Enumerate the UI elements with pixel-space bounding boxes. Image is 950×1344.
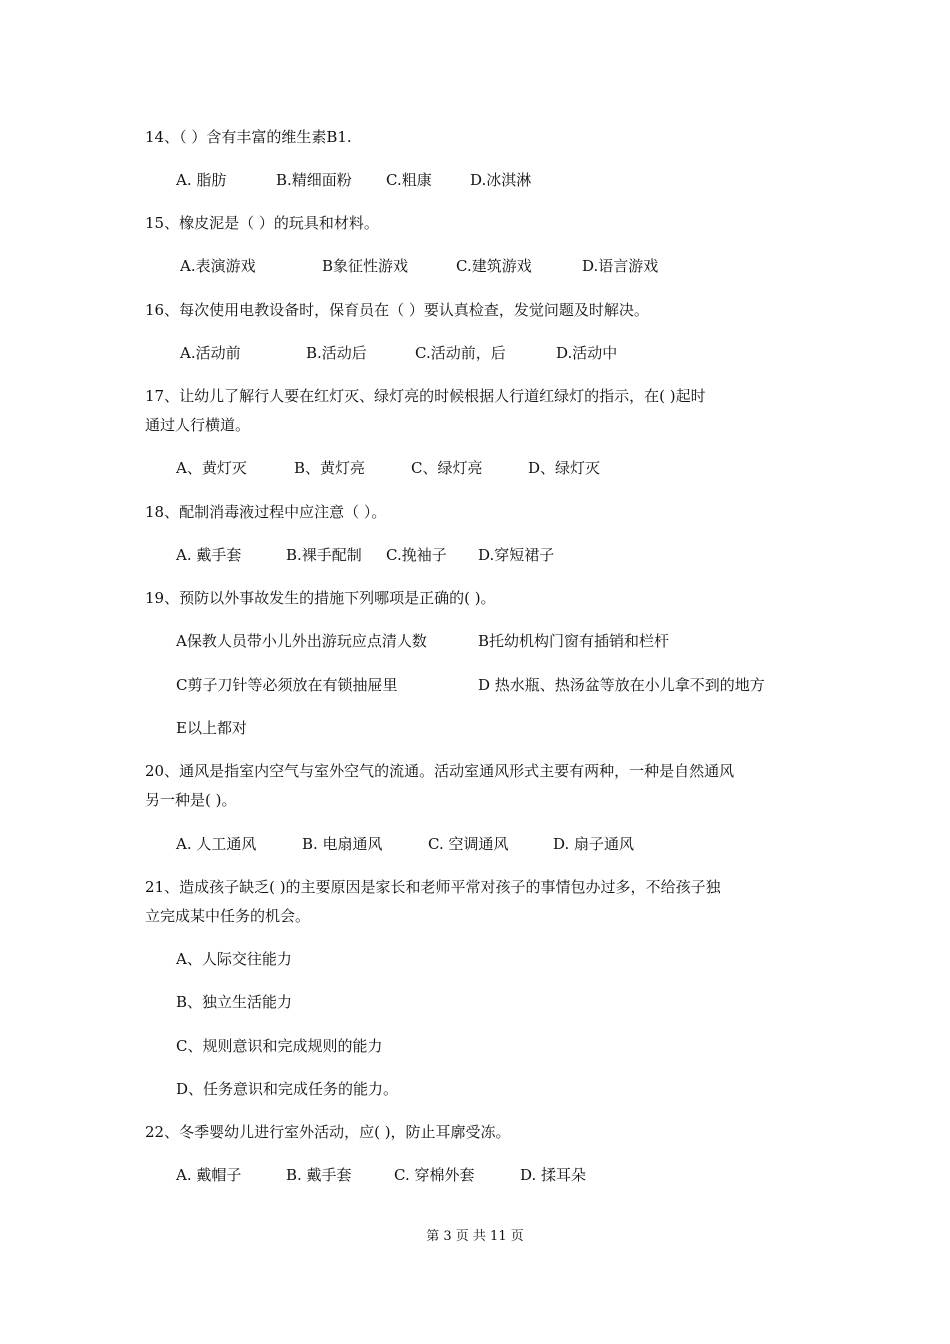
question-19-stem: 19、预防以外事故发生的措施下列哪项是正确的( )。 bbox=[145, 589, 496, 607]
question-15-stem: 15、橡皮泥是（ ）的玩具和材料。 bbox=[145, 214, 379, 232]
question-19-option-c: C剪子刀针等必须放在有锁抽屉里 bbox=[176, 676, 398, 694]
question-20-option-d: D. 扇子通风 bbox=[553, 835, 635, 853]
question-14-option-d: D.冰淇淋 bbox=[470, 171, 532, 189]
question-14-option-b: B.精细面粉 bbox=[276, 171, 352, 189]
question-16-option-c: C.活动前，后 bbox=[415, 344, 506, 362]
question-20-option-a: A. 人工通风 bbox=[176, 835, 257, 853]
question-14-option-c: C.粗康 bbox=[386, 171, 432, 189]
question-15-option-b: B象征性游戏 bbox=[322, 257, 409, 275]
question-19-option-b: B托幼机构门窗有插销和栏杆 bbox=[478, 632, 670, 650]
question-21-stem-line-2: 立完成某中任务的机会。 bbox=[145, 907, 311, 925]
question-18-option-b: B.裸手配制 bbox=[286, 546, 362, 564]
question-20-stem-line-1: 20、通风是指室内空气与室外空气的流通。活动室通风形式主要有两种，一种是自然通风 bbox=[145, 762, 735, 780]
question-16-option-b: B.活动后 bbox=[306, 344, 367, 362]
question-22-option-a: A. 戴帽子 bbox=[176, 1166, 242, 1184]
question-18-option-a: A. 戴手套 bbox=[176, 546, 242, 564]
question-22-option-d: D. 揉耳朵 bbox=[520, 1166, 587, 1184]
question-19-option-e: E以上都对 bbox=[176, 719, 247, 737]
question-22-stem: 22、冬季婴幼儿进行室外活动，应( )，防止耳廓受冻。 bbox=[145, 1123, 511, 1141]
question-17-stem-line-1: 17、让幼儿了解行人要在红灯灭、绿灯亮的时候根据人行道红绿灯的指示，在( )起时 bbox=[145, 387, 706, 405]
question-16-option-d: D.活动中 bbox=[556, 344, 618, 362]
question-15-option-a: A.表演游戏 bbox=[180, 257, 256, 275]
question-21-option-d: D、任务意识和完成任务的能力。 bbox=[176, 1080, 399, 1098]
question-18-option-d: D.穿短裙子 bbox=[478, 546, 555, 564]
page-number-footer: 第 3 页 共 11 页 bbox=[426, 1229, 524, 1244]
question-17-option-d: D、绿灯灭 bbox=[528, 459, 601, 477]
question-21-option-b: B、独立生活能力 bbox=[176, 993, 293, 1011]
question-20-option-b: B. 电扇通风 bbox=[302, 835, 383, 853]
question-22-option-c: C. 穿棉外套 bbox=[394, 1166, 475, 1184]
question-15-option-d: D.语言游戏 bbox=[582, 257, 659, 275]
question-21-stem-line-1: 21、造成孩子缺乏( )的主要原因是家长和老师平常对孩子的事情包办过多，不给孩子独 bbox=[145, 878, 721, 896]
question-14-option-a: A. 脂肪 bbox=[176, 171, 227, 189]
question-14-stem: 14、（ ）含有丰富的维生素B1. bbox=[145, 128, 352, 146]
question-20-option-c: C. 空调通风 bbox=[428, 835, 509, 853]
question-17-stem-line-2: 通过人行横道。 bbox=[145, 416, 251, 434]
question-19-option-a: A保教人员带小儿外出游玩应点清人数 bbox=[176, 632, 427, 650]
question-21-option-a: A、人际交往能力 bbox=[176, 950, 292, 968]
question-21-option-c: C、规则意识和完成规则的能力 bbox=[176, 1037, 383, 1055]
question-20-stem-line-2: 另一种是( )。 bbox=[145, 791, 237, 809]
question-17-option-a: A、黄灯灭 bbox=[176, 459, 247, 477]
question-18-option-c: C.挽袖子 bbox=[386, 546, 447, 564]
question-15-option-c: C.建筑游戏 bbox=[456, 257, 532, 275]
question-16-stem: 16、每次使用电教设备时，保育员在（ ）要认真检查，发觉问题及时解决。 bbox=[145, 301, 649, 319]
question-22-option-b: B. 戴手套 bbox=[286, 1166, 352, 1184]
question-18-stem: 18、配制消毒液过程中应注意（ ）。 bbox=[145, 503, 387, 521]
question-16-option-a: A.活动前 bbox=[180, 344, 241, 362]
question-17-option-c: C、绿灯亮 bbox=[411, 459, 483, 477]
question-19-option-d: D 热水瓶、热汤盆等放在小儿拿不到的地方 bbox=[478, 676, 765, 694]
question-17-option-b: B、黄灯亮 bbox=[294, 459, 366, 477]
